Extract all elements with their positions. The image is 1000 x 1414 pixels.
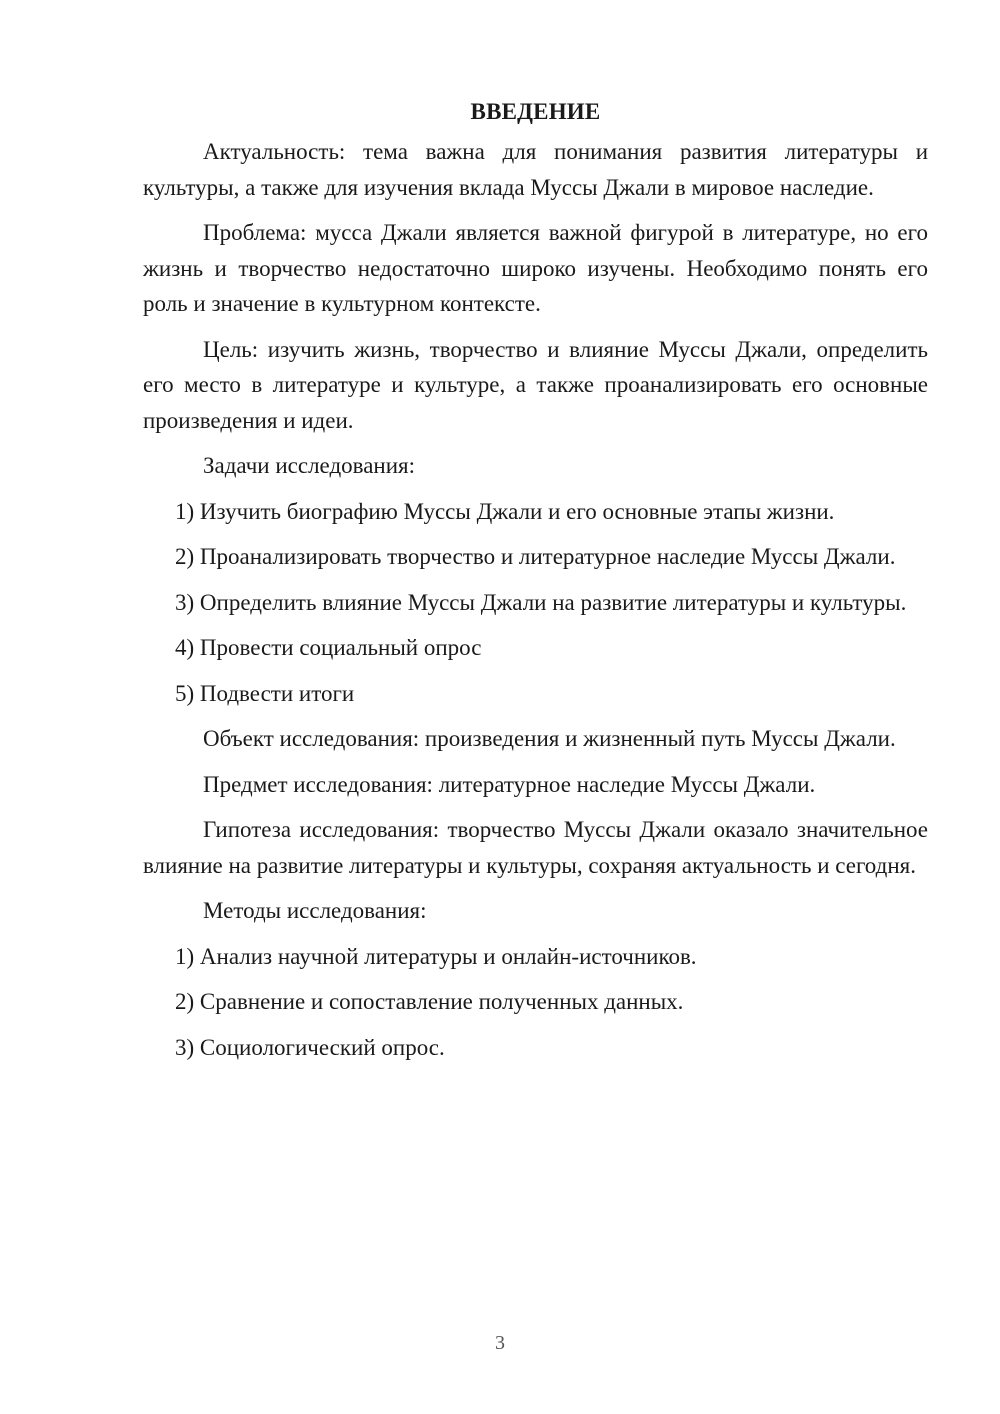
method-item: 1) Анализ научной литературы и онлайн-источников. — [175, 943, 697, 969]
goal-paragraph: Цель: изучить жизнь, творчество и влияние Муссы Джали, определить его место в литературе и культуре, а также проанализировать его основные произведения и идеи. — [143, 336, 928, 433]
task-item: 2) Проанализировать творчество и литературное наследие Муссы Джали. — [175, 544, 896, 569]
object-paragraph: Объект исследования: произведения и жизненный путь Муссы Джали. — [203, 726, 896, 751]
problem-paragraph: Проблема: мусса Джали является важной фигурой в литературе, но его жизнь и творчество недостаточно широко изучены. Необходимо понять его роль и значение в культурном контексте. — [143, 220, 928, 316]
task-item: 3) Определить влияние Муссы Джали на развитие литературы и культуры. — [175, 589, 907, 615]
document-page — [143, 96, 928, 1075]
hypothesis-paragraph: Гипотеза исследования: творчество Муссы Джали оказало значительное влияние на развитие литературы и культуры, сохраняя актуальность и сегодня. — [143, 817, 928, 878]
relevance-paragraph: Актуальность: тема важна для понимания развития литературы и культуры, а также для изучения вклада Муссы Джали в мировое наследие. — [143, 139, 928, 200]
task-item: 5) Подвести итоги — [175, 680, 355, 706]
subject-paragraph: Предмет исследования: литературное наследие Муссы Джали. — [203, 771, 816, 797]
page-title: ВВЕДЕНИЕ — [470, 99, 601, 124]
methods-heading: Методы исследования: — [203, 898, 427, 923]
method-item: 3) Социологический опрос. — [175, 1034, 445, 1060]
page-number: 3 — [495, 1332, 505, 1354]
method-item: 2) Сравнение и сопоставление полученных данных. — [175, 989, 684, 1014]
task-item: 1) Изучить биографию Муссы Джали и его основные этапы жизни. — [175, 498, 835, 524]
tasks-heading: Задачи исследования: — [203, 453, 416, 478]
task-item: 4) Провести социальный опрос — [175, 635, 482, 660]
